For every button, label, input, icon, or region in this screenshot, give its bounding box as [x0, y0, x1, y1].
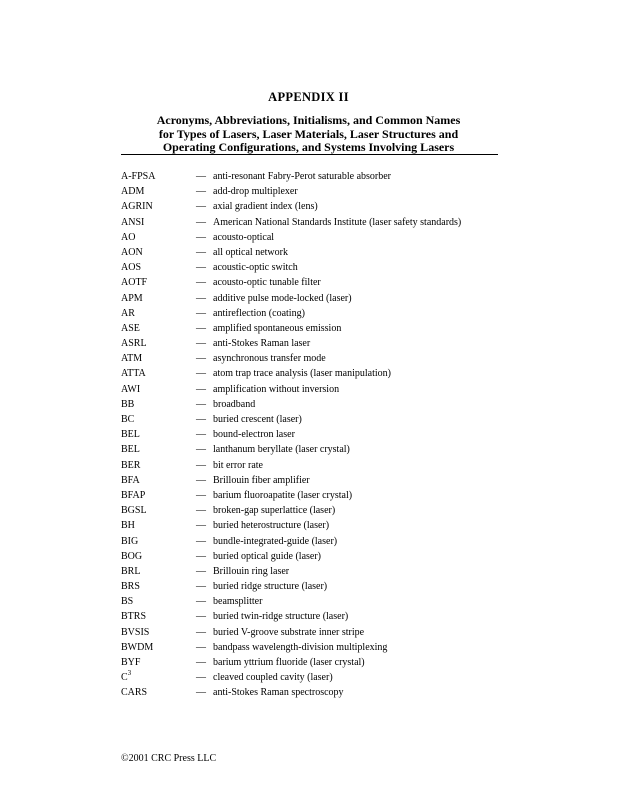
em-dash-separator: —	[196, 262, 206, 274]
definition: antireflection (coating)	[213, 307, 305, 319]
acronym	[121, 366, 146, 381]
definition: amplification without inversion	[213, 383, 340, 395]
definition: buried crescent (laser)	[213, 414, 302, 425]
list-item	[121, 230, 521, 245]
acronym-superscript: 3	[127, 669, 132, 678]
em-dash-separator: —	[196, 459, 206, 471]
acronym-text: BB	[121, 398, 135, 410]
acronym-text: BER	[121, 459, 141, 471]
em-dash-separator: —	[196, 368, 206, 380]
acronym-list	[121, 169, 521, 701]
acronym-text: BGSL	[121, 505, 147, 517]
list-item	[121, 397, 521, 412]
acronym-text: BYF	[121, 657, 141, 668]
em-dash-separator: —	[196, 383, 206, 395]
list-item	[121, 382, 521, 397]
acronym-text: A-FPSA	[121, 171, 156, 182]
acronym	[121, 579, 140, 594]
acronym	[121, 245, 143, 260]
definition: barium fluoroapatite (laser crystal)	[213, 489, 353, 501]
acronym-text: BTRS	[121, 611, 147, 623]
definition: bit error rate	[213, 459, 263, 471]
definition: American National Standards Institute (laser safety standards)	[213, 216, 462, 228]
em-dash-separator: —	[196, 474, 206, 486]
list-item	[121, 473, 521, 488]
definition: bound-electron laser	[213, 429, 295, 441]
definition: add-drop multiplexer	[213, 186, 298, 198]
acronym-text: BC	[121, 414, 135, 425]
em-dash-separator: —	[196, 687, 206, 699]
em-dash-separator: —	[196, 201, 206, 213]
list-item	[121, 579, 521, 594]
acronym	[121, 488, 145, 503]
acronym-text: BWDM	[121, 641, 154, 653]
em-dash-separator: —	[196, 171, 206, 182]
acronym-text: BVSIS	[121, 626, 150, 638]
definition: all optical network	[213, 246, 288, 258]
list-item	[121, 184, 521, 199]
list-item	[121, 366, 521, 381]
definition: atom trap trace analysis (laser manipulation)	[213, 368, 391, 380]
acronym-text: C	[121, 672, 128, 684]
acronym	[121, 609, 146, 624]
acronym-text: AOS	[121, 262, 142, 274]
list-item	[121, 458, 521, 473]
acronym	[121, 336, 147, 351]
list-item	[121, 564, 521, 579]
acronym	[121, 199, 153, 214]
list-item	[121, 321, 521, 336]
em-dash-separator: —	[196, 429, 206, 441]
title-divider	[121, 154, 498, 155]
em-dash-separator: —	[196, 489, 206, 501]
acronym-text: BEL	[121, 429, 140, 441]
acronym	[121, 442, 140, 457]
list-item	[121, 518, 521, 533]
acronym	[121, 685, 147, 700]
acronym	[121, 184, 144, 199]
acronym-text: BS	[121, 596, 134, 608]
subtitle-line: Operating Configurations, and Systems Involving Lasers	[162, 140, 455, 154]
em-dash-separator: —	[196, 186, 206, 198]
list-item	[121, 594, 521, 609]
list-item	[121, 169, 521, 184]
definition: amplified spontaneous emission	[213, 322, 342, 334]
acronym-text: BFAP	[121, 489, 146, 501]
list-item	[121, 412, 521, 427]
em-dash-separator: —	[196, 641, 206, 653]
list-item	[121, 503, 521, 518]
definition: buried twin-ridge structure (laser)	[213, 611, 349, 623]
acronym	[121, 458, 140, 473]
acronym-text: AOTF	[121, 277, 148, 289]
definition: cleaved coupled cavity (laser)	[213, 672, 333, 684]
list-item	[121, 670, 521, 685]
list-item	[121, 291, 521, 306]
acronym-text: AON	[121, 246, 143, 258]
definition: additive pulse mode-locked (laser)	[213, 292, 352, 304]
list-item	[121, 685, 521, 700]
acronym	[121, 670, 131, 685]
appendix-title: APPENDIX II	[268, 90, 349, 104]
em-dash-separator: —	[196, 414, 206, 425]
definition: broken-gap superlattice (laser)	[213, 505, 336, 517]
acronym-text: BRL	[121, 565, 141, 577]
definition: acousto-optical	[213, 231, 275, 243]
list-item	[121, 351, 521, 366]
acronym	[121, 230, 135, 245]
definition: asynchronous transfer mode	[213, 353, 326, 365]
acronym-text: BEL	[121, 444, 140, 456]
acronym-text: ATM	[121, 353, 143, 365]
definition: buried V-groove substrate inner stripe	[213, 626, 365, 638]
acronym-text: BFA	[121, 474, 140, 486]
list-item	[121, 442, 521, 457]
em-dash-separator: —	[196, 611, 206, 623]
definition: bundle-integrated-guide (laser)	[213, 535, 338, 547]
em-dash-separator: —	[196, 505, 206, 517]
acronym-text: BIG	[121, 535, 139, 547]
list-item	[121, 640, 521, 655]
list-item	[121, 260, 521, 275]
acronym-text: AR	[121, 307, 135, 319]
acronym	[121, 625, 149, 640]
subtitle	[0, 114, 617, 155]
list-item	[121, 336, 521, 351]
acronym	[121, 215, 144, 230]
acronym	[121, 549, 142, 564]
list-item	[121, 655, 521, 670]
definition: acoustic-optic switch	[213, 262, 298, 274]
em-dash-separator: —	[196, 581, 206, 593]
em-dash-separator: —	[196, 246, 206, 258]
acronym-text: APM	[121, 292, 143, 304]
subtitle-line: for Types of Lasers, Laser Materials, Laser Structures and	[158, 126, 459, 141]
definition: anti-Stokes Raman spectroscopy	[213, 687, 344, 699]
acronym	[121, 564, 140, 579]
list-item	[121, 306, 521, 321]
list-item	[121, 427, 521, 442]
em-dash-separator: —	[196, 307, 206, 319]
list-item	[121, 199, 521, 214]
em-dash-separator: —	[196, 520, 206, 532]
em-dash-separator: —	[196, 277, 206, 289]
em-dash-separator: —	[196, 353, 206, 365]
acronym	[121, 397, 134, 412]
em-dash-separator: —	[196, 322, 206, 334]
definition: barium yttrium fluoride (laser crystal)	[213, 657, 365, 668]
acronym	[121, 594, 133, 609]
acronym	[121, 291, 143, 306]
acronym-text: AGRIN	[121, 201, 153, 213]
list-item	[121, 215, 521, 230]
acronym	[121, 351, 142, 366]
em-dash-separator: —	[196, 535, 206, 547]
acronym-text: BOG	[121, 550, 143, 562]
list-item	[121, 275, 521, 290]
acronym-text: ASE	[121, 322, 140, 334]
acronym-text: ADM	[121, 186, 145, 198]
acronym	[121, 655, 140, 670]
list-item	[121, 625, 521, 640]
em-dash-separator: —	[196, 292, 206, 304]
acronym	[121, 382, 140, 397]
list-item	[121, 488, 521, 503]
em-dash-separator: —	[196, 216, 206, 228]
subtitle-line: Acronyms, Abbreviations, Initialisms, and Common Names	[156, 113, 461, 127]
copyright-notice: ©2001 CRC Press LLC	[121, 753, 217, 764]
definition: buried optical guide (laser)	[213, 550, 322, 562]
em-dash-separator: —	[196, 444, 206, 456]
acronym	[121, 503, 147, 518]
definition: bandpass wavelength-division multiplexing	[213, 641, 388, 653]
acronym-text: AO	[121, 231, 136, 243]
acronym-text: ANSI	[121, 216, 145, 228]
acronym-text: ATTA	[121, 368, 146, 380]
definition: broadband	[213, 398, 256, 410]
acronym	[121, 518, 135, 533]
definition: buried ridge structure (laser)	[213, 581, 328, 593]
acronym	[121, 275, 147, 290]
definition: anti-resonant Fabry-Perot saturable absorber	[213, 171, 391, 182]
acronym	[121, 306, 135, 321]
acronym	[121, 473, 140, 488]
definition: buried heterostructure (laser)	[213, 520, 330, 532]
em-dash-separator: —	[196, 672, 206, 684]
acronym	[121, 321, 140, 336]
em-dash-separator: —	[196, 550, 206, 562]
em-dash-separator: —	[196, 657, 206, 668]
em-dash-separator: —	[196, 626, 206, 638]
em-dash-separator: —	[196, 231, 206, 243]
acronym	[121, 169, 155, 184]
em-dash-separator: —	[196, 338, 206, 350]
list-item	[121, 549, 521, 564]
acronym-text: BRS	[121, 581, 140, 593]
definition: Brillouin ring laser	[213, 565, 290, 577]
em-dash-separator: —	[196, 565, 206, 577]
acronym	[121, 640, 153, 655]
acronym-text: BH	[121, 520, 135, 532]
list-item	[121, 534, 521, 549]
em-dash-separator: —	[196, 596, 206, 608]
list-item	[121, 609, 521, 624]
acronym-text: ASRL	[121, 338, 147, 350]
acronym	[121, 427, 140, 442]
definition: axial gradient index (lens)	[213, 201, 318, 213]
acronym	[121, 260, 141, 275]
acronym	[121, 412, 134, 427]
definition: Brillouin fiber amplifier	[213, 474, 310, 486]
definition: lanthanum beryllate (laser crystal)	[213, 444, 350, 456]
acronym-text: AWI	[121, 383, 141, 395]
list-item	[121, 245, 521, 260]
definition: anti-Stokes Raman laser	[213, 338, 311, 350]
acronym-text: CARS	[121, 687, 148, 699]
em-dash-separator: —	[196, 398, 206, 410]
definition: beamsplitter	[213, 596, 263, 608]
acronym	[121, 534, 138, 549]
definition: acousto-optic tunable filter	[213, 277, 321, 289]
